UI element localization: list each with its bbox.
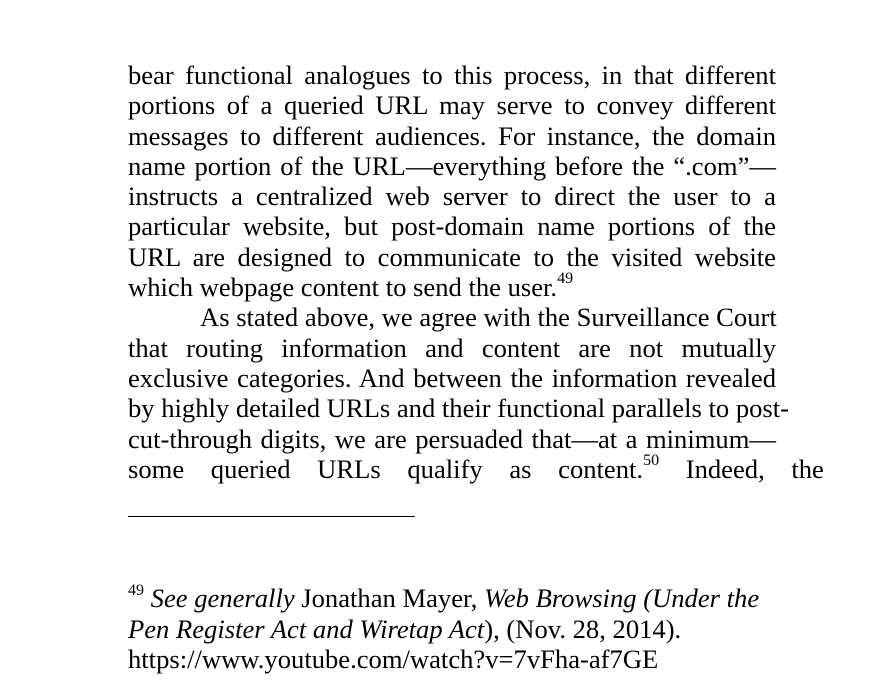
footnote-author: Jonathan Mayer, xyxy=(294,583,485,613)
footnote-line xyxy=(128,583,788,614)
footnote-title: Web Browsing (Under the xyxy=(484,583,760,613)
text-line-content: some queried URLs qualify as content. xyxy=(128,453,644,484)
footnote-date: ), (Nov. 28, 2014). xyxy=(484,613,682,644)
footnote-reference-50[interactable]: 50 xyxy=(643,452,660,469)
footnote-reference-49[interactable]: 49 xyxy=(557,270,574,288)
footnote-separator xyxy=(128,516,415,517)
footnote-url[interactable]: https://www.youtube.com/watch?v=7vFha-af7GE xyxy=(128,644,659,674)
text-line xyxy=(128,452,824,484)
text-line: bear functional analogues to this process, in that different xyxy=(128,60,776,90)
text-line: messages to different audiences. For instance, the domain xyxy=(128,120,776,151)
footnote-49 xyxy=(128,583,788,675)
text-line: portions of a queried URL may serve to convey different xyxy=(128,90,776,121)
text-line: by highly detailed URLs and their functional parallels to post- xyxy=(128,393,790,424)
text-line: that routing information and content are not mutually xyxy=(128,332,776,363)
text-line: particular website, but post-domain name portions of the xyxy=(128,211,776,242)
text-line: URL are designed to communicate to the visited website xyxy=(128,241,776,272)
text-line-indented: As stated above, we agree with the Surveillance Court xyxy=(200,302,777,333)
footnote-line xyxy=(128,614,788,645)
text-line: instructs a centralized web server to direct the user to a xyxy=(128,181,776,212)
text-line-content: which webpage content to send the user. xyxy=(128,272,558,303)
footnote-number: 49 xyxy=(128,582,144,600)
body-text xyxy=(128,60,824,484)
text-line: name portion of the URL—everything before the “.com”— xyxy=(128,150,776,181)
footnote-title-continued: Pen Register Act and Wiretap Act xyxy=(128,613,485,644)
text-line: exclusive categories. And between the information revealed xyxy=(128,362,776,393)
footnote-signal: See generally xyxy=(150,583,295,613)
text-line-content: Indeed, the xyxy=(685,453,824,484)
text-line xyxy=(128,272,776,302)
text-line: cut-through digits, we are persuaded that—at a minimum— xyxy=(128,423,776,454)
